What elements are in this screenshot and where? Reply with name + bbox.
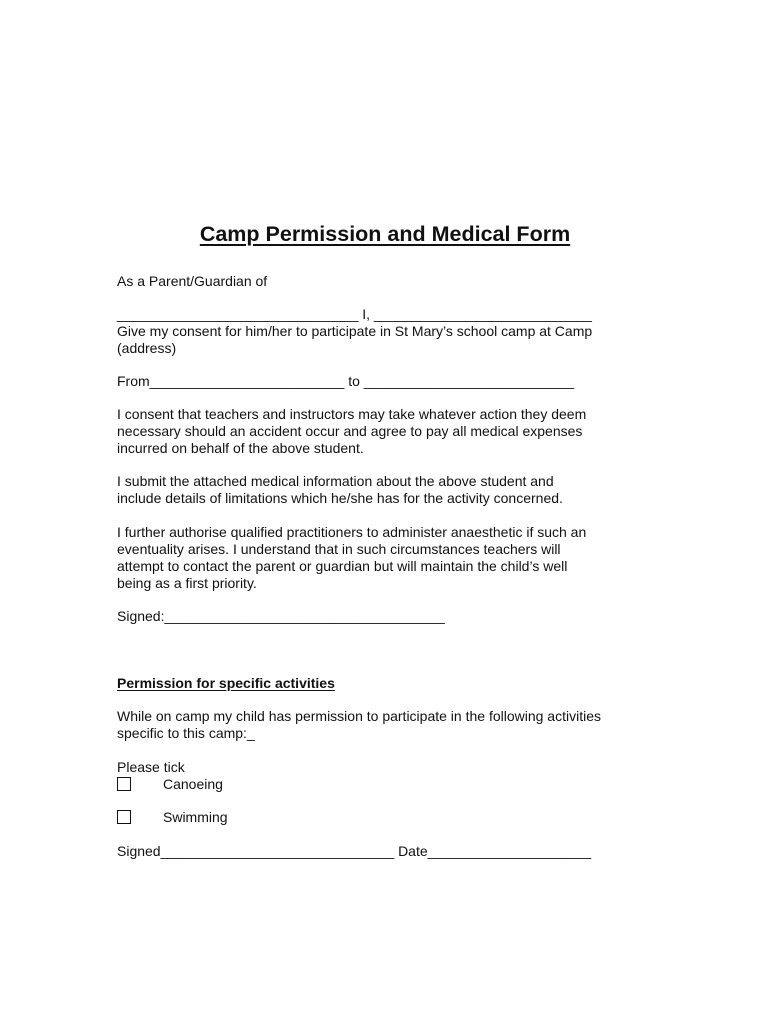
name-blanks[interactable]: _______________________________ I, ____________________________: [117, 306, 592, 322]
form-title: Camp Permission and Medical Form: [199, 222, 571, 246]
paragraph-1-line-1: I consent that teachers and instructors may take whatever action they deem: [117, 406, 587, 422]
consent-line-1: Give my consent for him/her to participate in St Mary’s school camp at Camp: [117, 323, 593, 339]
paragraph-3-line-2: eventuality arises. I understand that in such circumstances teachers will: [117, 541, 561, 557]
consent-line-2: (address): [117, 340, 177, 356]
activities-intro-line-2: specific to this camp:_: [117, 725, 255, 741]
activities-heading: Permission for specific activities: [117, 675, 335, 691]
paragraph-3-line-4: being as a first priority.: [117, 575, 257, 591]
signature-line[interactable]: Signed:____________________________________: [117, 608, 445, 624]
swimming-label: Swimming: [163, 809, 228, 825]
paragraph-2-line-1: I submit the attached medical information about the above student and: [117, 473, 554, 489]
paragraph-3-line-1: I further authorise qualified practitioners to administer anaesthetic if such an: [117, 524, 587, 540]
intro-text: As a Parent/Guardian of: [117, 273, 268, 289]
signed-date-line[interactable]: Signed______________________________ Date_____________________: [117, 843, 592, 859]
swimming-checkbox[interactable]: [117, 810, 131, 824]
paragraph-1-line-2: necessary should an accident occur and agree to pay all medical expenses: [117, 423, 583, 439]
paragraph-2-line-2: include details of limitations which he/she has for the activity concerned.: [117, 490, 563, 506]
paragraph-1-line-3: incurred on behalf of the above student.: [117, 440, 364, 456]
paragraph-3-line-3: attempt to contact the parent or guardian but will maintain the child’s well: [117, 558, 568, 574]
date-range-blanks[interactable]: From_________________________ to ___________________________: [117, 373, 574, 389]
please-tick-label: Please tick: [117, 759, 185, 775]
canoeing-checkbox[interactable]: [117, 777, 131, 791]
canoeing-label: Canoeing: [163, 776, 223, 792]
activities-intro-line-1: While on camp my child has permission to participate in the following activities: [117, 708, 601, 724]
